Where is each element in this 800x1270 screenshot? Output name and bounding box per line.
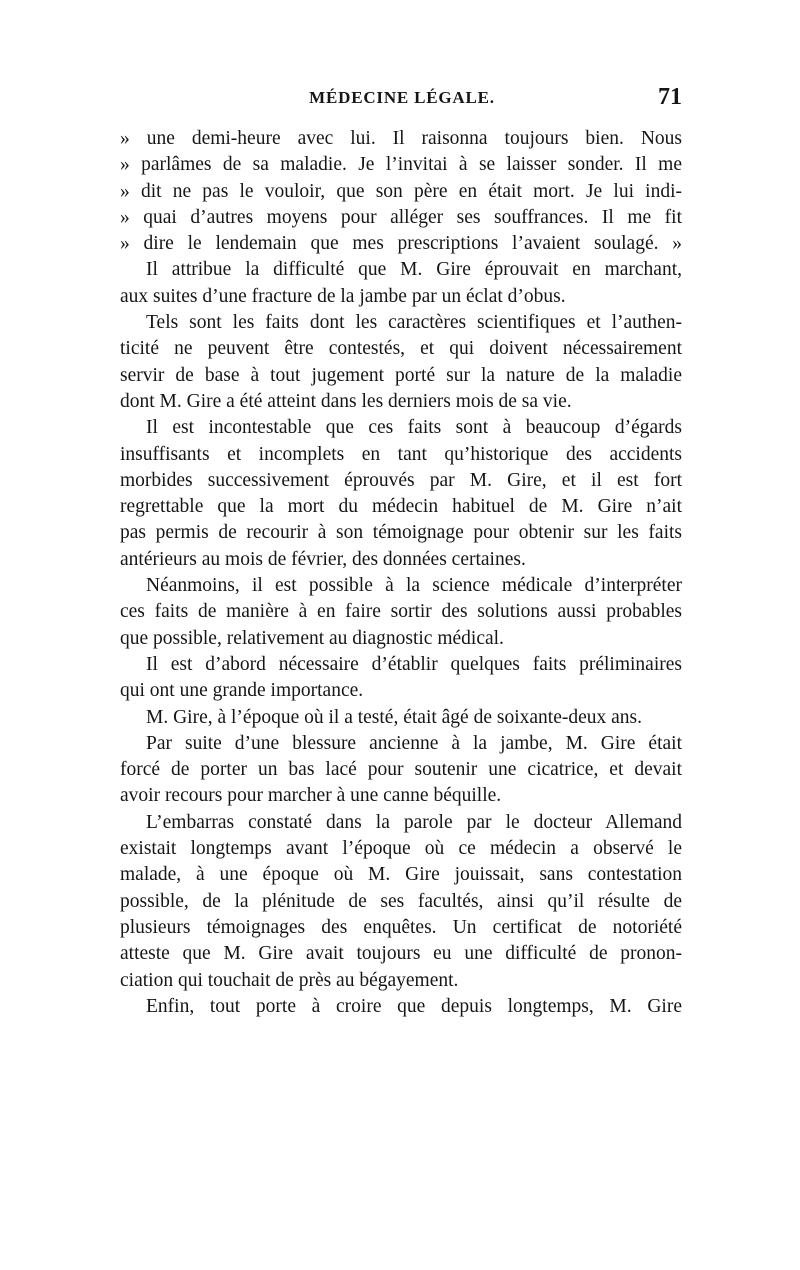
text-line: possible, de la plénitude de ses facultés, ainsi qu’il résulte de <box>120 890 682 912</box>
text-line: aux suites d’une fracture de la jambe par un éclat d’obus. <box>120 285 566 307</box>
text-line: que possible, relativement au diagnostic médical. <box>120 627 504 649</box>
text-line: morbides successivement éprouvés par M. Gire, et il est fort <box>120 469 682 491</box>
text-line: Il est d’abord nécessaire d’établir quelques faits préliminaires <box>146 653 682 675</box>
text-line: servir de base à tout jugement porté sur la nature de la maladie <box>120 364 682 386</box>
text-line: Enfin, tout porte à croire que depuis longtemps, M. Gire <box>146 995 682 1017</box>
text-line: M. Gire, à l’époque où il a testé, était âgé de soixante-deux ans. <box>146 706 642 728</box>
text-line: insuffisants et incomplets en tant qu’historique des accidents <box>120 443 682 465</box>
text-line: ciation qui touchait de près au bégayement. <box>120 969 459 991</box>
text-line: » dire le lendemain que mes prescriptions l’avaient soulagé. » <box>120 233 682 255</box>
text-line: antérieurs au mois de février, des données certaines. <box>120 548 526 570</box>
text-line: Il est incontestable que ces faits sont à beaucoup d’égards <box>146 417 682 439</box>
text-line: plusieurs témoignages des enquêtes. Un certificat de notoriété <box>120 916 682 938</box>
page-number: 71 <box>658 84 682 110</box>
body-text <box>120 126 682 1020</box>
text-line: atteste que M. Gire avait toujours eu une difficulté de pronon- <box>120 943 682 965</box>
text-line: » parlâmes de sa maladie. Je l’invitai à se laisser sonder. Il me <box>120 154 682 176</box>
text-line: regrettable que la mort du médecin habituel de M. Gire n’ait <box>120 496 682 518</box>
text-line: Il attribue la difficulté que M. Gire éprouvait en marchant, <box>146 259 682 281</box>
text-line: pas permis de recourir à son témoignage pour obtenir sur les faits <box>120 522 682 544</box>
text-line: ticité ne peuvent être contestés, et qui doivent nécessairement <box>120 338 682 360</box>
text-line: » dit ne pas le vouloir, que son père en était mort. Je lui indi- <box>120 180 682 202</box>
text-line: Néanmoins, il est possible à la science médicale d’interpréter <box>146 575 682 597</box>
text-line: forcé de porter un bas lacé pour soutenir une cicatrice, et devait <box>120 759 682 781</box>
text-line: » une demi-heure avec lui. Il raisonna toujours bien. Nous <box>120 128 682 149</box>
text-line: ces faits de manière à en faire sortir des solutions aussi probables <box>120 601 682 623</box>
text-line: » quai d’autres moyens pour alléger ses souffrances. Il me fit <box>120 206 682 228</box>
text-line: malade, à une époque où M. Gire jouissait, sans contestation <box>120 864 682 886</box>
text-line: avoir recours pour marcher à une canne béquille. <box>120 785 502 807</box>
text-line: existait longtemps avant l’époque où ce médecin a observé le <box>120 838 682 860</box>
text-line: qui ont une grande importance. <box>120 680 364 702</box>
text-line: dont M. Gire a été atteint dans les derniers mois de sa vie. <box>120 390 572 412</box>
page-header <box>122 84 682 122</box>
text-line: L’embarras constaté dans la parole par le docteur Allemand <box>146 811 682 833</box>
text-line: Tels sont les faits dont les caractères scientifiques et l’authen- <box>146 312 682 334</box>
running-title: MÉDECINE LÉGALE. <box>309 88 495 107</box>
text-line: Par suite d’une blessure ancienne à la jambe, M. Gire était <box>146 732 682 754</box>
